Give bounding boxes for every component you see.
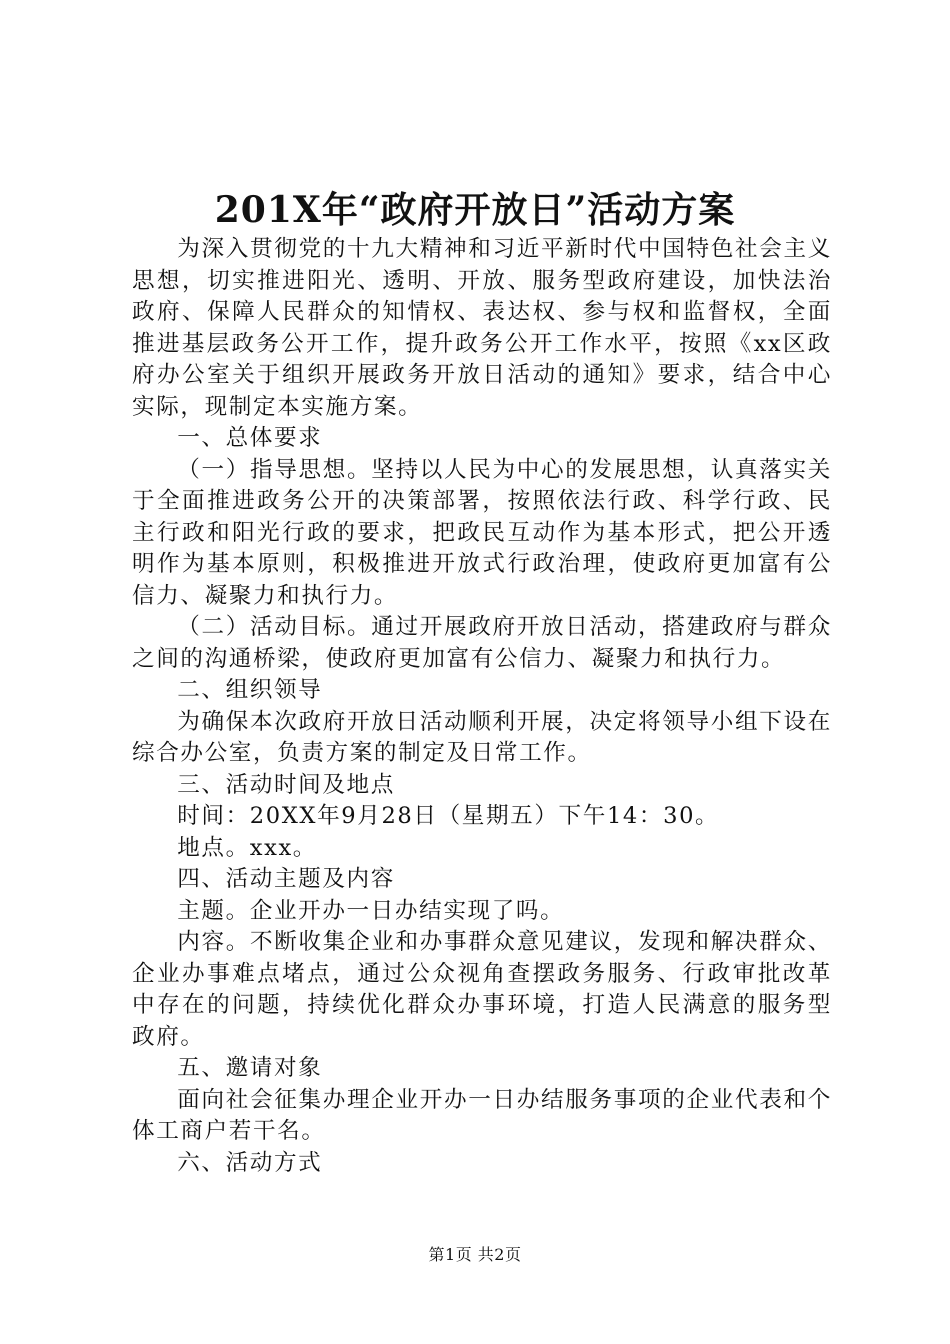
paragraph-organization: 为确保本次政府开放日活动顺利开展，决定将领导小组下设在综合办公室，负责方案的制定及日常工作。 <box>132 708 832 766</box>
heading-general-requirements: 一、总体要求 <box>177 425 323 451</box>
heading-invitees: 五、邀请对象 <box>177 1055 323 1081</box>
paragraph-theme: 主题。企业开办一日办结实现了吗。 <box>177 897 565 924</box>
document-body <box>132 234 832 1179</box>
heading-theme-content: 四、活动主题及内容 <box>177 866 395 892</box>
paragraph-guiding-thought: （一）指导思想。坚持以人民为中心的发展思想，认真落实关于全面推进政务公开的决策部署，按照依法行政、科学行政、民主行政和阳光行政的要求，把政民互动作为基本形式，把公开透明作为基本原则，积极推进开放式行政治理，使政府更加富有公信力、凝聚力和执行力。 <box>132 456 832 609</box>
paragraph-place: 地点。xxx。 <box>177 834 317 861</box>
paragraph-activity-goal: （二）活动目标。通过开展政府开放日活动，搭建政府与群众之间的沟通桥梁，使政府更加富有公信力、凝聚力和执行力。 <box>132 614 832 672</box>
paragraph-time: 时间：20XX年9月28日（星期五）下午14：30。 <box>177 803 720 829</box>
paragraph-intro: 为深入贯彻党的十九大精神和习近平新时代中国特色社会主义思想，切实推进阳光、透明、开放、服务型政府建设，加快法治政府、保障人民群众的知情权、表达权、参与权和监督权，全面推进基层政务公开工作，提升政务公开工作水平，按照《xx区政府办公室关于组织开展政务开放日活动的通知》要求，结合中心实际，现制定本实施方案。 <box>132 236 832 420</box>
heading-activity-method: 六、活动方式 <box>177 1149 323 1176</box>
paragraph-invitees: 面向社会征集办理企业开办一日办结服务事项的企业代表和个体工商户若干名。 <box>132 1086 832 1144</box>
heading-time-place: 三、活动时间及地点 <box>177 771 395 798</box>
document-title: 201X年“政府开放日”活动方案 <box>214 189 736 231</box>
paragraph-content: 内容。不断收集企业和办事群众意见建议，发现和解决群众、企业办事难点堵点，通过公众视角查摆政务服务、行政审批改革中存在的问题，持续优化群众办事环境，打造人民满意的服务型政府。 <box>132 929 832 1050</box>
heading-organization: 二、组织领导 <box>177 677 323 703</box>
page-footer: 第1页 共2页 <box>428 1245 522 1264</box>
